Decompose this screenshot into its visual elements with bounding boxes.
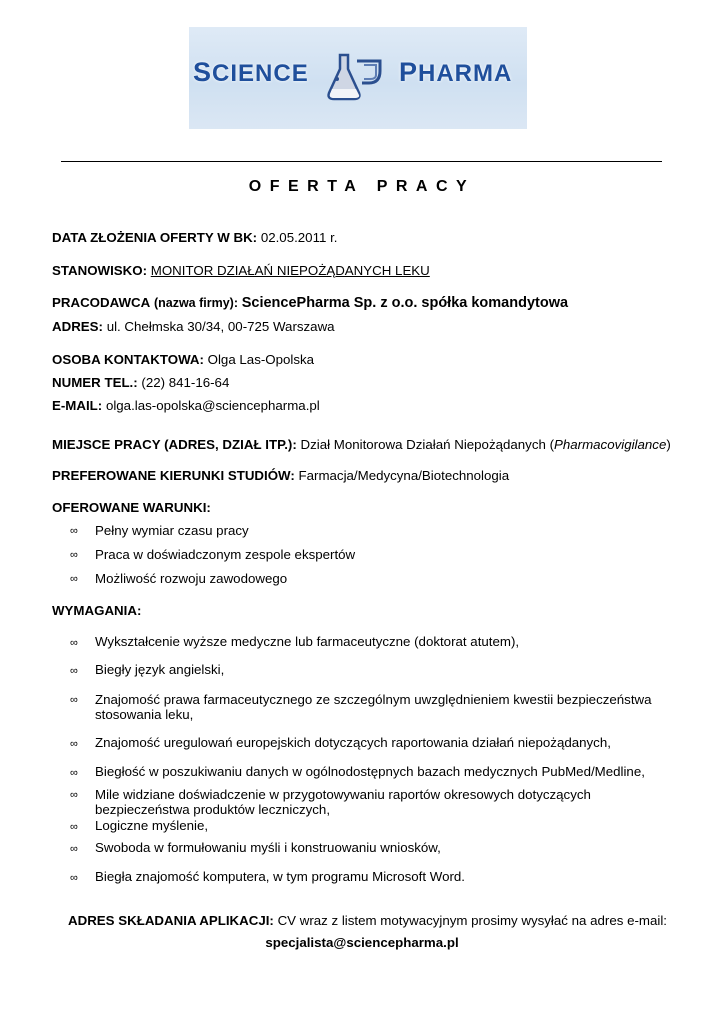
field-pracodawca: PRACODAWCA (nazwa firmy): SciencePharma Sp. z o.o. spółka komandytowa xyxy=(52,295,569,311)
wymagania-item: Logiczne myślenie, xyxy=(95,818,209,833)
aplikacja-email[interactable]: specjalista@sciencepharma.pl xyxy=(265,935,459,950)
bullet-icon: ∞ xyxy=(70,694,78,706)
bullet-icon: ∞ xyxy=(70,525,78,537)
wymagania-heading: WYMAGANIA: xyxy=(52,603,142,618)
warunki-heading: OFEROWANE WARUNKI: xyxy=(52,500,211,515)
field-data: DATA ZŁOŻENIA OFERTY W BK: 02.05.2011 r. xyxy=(52,230,338,245)
bullet-icon: ∞ xyxy=(70,821,78,833)
field-tel: NUMER TEL.: (22) 841-16-64 xyxy=(52,375,230,390)
bullet-icon: ∞ xyxy=(70,767,78,779)
bullet-icon: ∞ xyxy=(70,549,78,561)
header-divider xyxy=(61,161,662,162)
wymagania-item: Mile widziane doświadczenie w przygotowywaniu raportów okresowych dotyczących bezpieczeństwa produktów leczniczych, xyxy=(95,787,591,817)
company-logo xyxy=(189,27,527,129)
field-email: E-MAIL: olga.las-opolska@sciencepharma.pl xyxy=(52,398,320,413)
flask-icon xyxy=(324,49,386,105)
bullet-icon: ∞ xyxy=(70,573,78,585)
bullet-icon: ∞ xyxy=(70,665,78,677)
wymagania-item: Biegłość w poszukiwaniu danych w ogólnodostępnych bazach medycznych PubMed/Medline, xyxy=(95,764,645,779)
wymagania-item: Wykształcenie wyższe medyczne lub farmaceutyczne (doktorat atutem), xyxy=(95,634,520,649)
page-title: OFERTA PRACY xyxy=(248,178,476,195)
field-stanowisko: STANOWISKO: MONITOR DZIAŁAŃ NIEPOŻĄDANYCH LEKU xyxy=(52,263,430,278)
wymagania-item: Znajomość uregulowań europejskich dotyczących raportowania działań niepożądanych, xyxy=(95,735,611,750)
aplikacja-line: ADRES SKŁADANIA APLIKACJI: CV wraz z listem motywacyjnym prosimy wysyłać na adres e-mail: xyxy=(68,913,667,928)
bullet-icon: ∞ xyxy=(70,738,78,750)
bullet-icon: ∞ xyxy=(70,789,78,801)
field-adres: ADRES: ul. Chełmska 30/34, 00-725 Warszawa xyxy=(52,319,335,334)
bullet-icon: ∞ xyxy=(70,872,78,884)
wymagania-item: Swoboda w formułowaniu myśli i konstruowaniu wniosków, xyxy=(95,840,441,855)
bullet-icon: ∞ xyxy=(70,637,78,649)
wymagania-item: Biegły język angielski, xyxy=(95,662,225,677)
logo-word-pharma: PHARMA xyxy=(399,57,513,87)
bullet-icon: ∞ xyxy=(70,843,78,855)
warunki-item: Praca w doświadczonym zespole ekspertów xyxy=(95,547,356,562)
field-kierunki: PREFEROWANE KIERUNKI STUDIÓW: Farmacja/Medycyna/Biotechnologia xyxy=(52,468,510,483)
field-miejsce: MIEJSCE PRACY (ADRES, DZIAŁ ITP.): Dział Monitorowa Działań Niepożądanych (Pharmacovigilance) xyxy=(52,437,671,452)
warunki-item: Możliwość rozwoju zawodowego xyxy=(95,571,288,586)
wymagania-item: Znajomość prawa farmaceutycznego ze szczególnym uwzględnieniem kwestii bezpieczeństwa stosowania leku, xyxy=(95,692,652,722)
warunki-item: Pełny wymiar czasu pracy xyxy=(95,523,249,538)
field-osoba: OSOBA KONTAKTOWA: Olga Las-Opolska xyxy=(52,352,315,367)
wymagania-item: Biegła znajomość komputera, w tym programu Microsoft Word. xyxy=(95,869,465,884)
logo-word-science: SCIENCE xyxy=(193,57,309,87)
